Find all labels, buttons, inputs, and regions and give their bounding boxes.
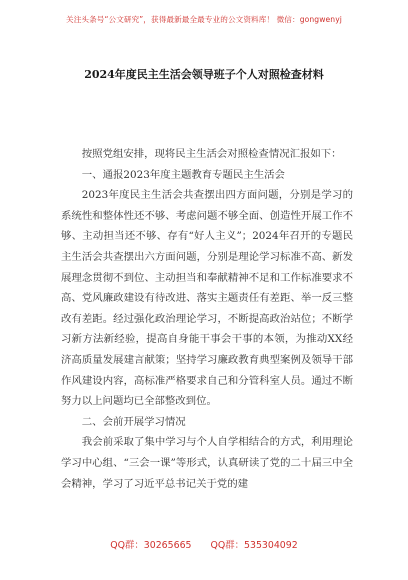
section-heading-1: 一、通报2023年度主题教育专题民主生活会	[81, 168, 285, 181]
header-promo-note: 关注头条号“公文研究”，获得最新最全最专业的公文资料库！ 微信：gongwenyj	[66, 15, 342, 24]
body-paragraph-section2: 我会前采取了集中学习与个人自学相结合的方式，利用理论学习中心组、“三会一课”等形式，认真研读了党的二十届三中全会精神，学习了习近平总书记关于党的建	[61, 436, 353, 490]
body-paragraph-intro: 按照党组安排，现将民主生活会对照检查情况汇报如下：	[81, 148, 342, 160]
body-paragraph-section1: 2023年度民主生活会共查摆出四方面问题，分别是学习的系统性和整体性还不够、考虑问题不够全面、创造性开展工作不够、主动担当还不够、存有“好人主义”；2024年召开的专题民主生活会共查摆出六方面问题，分别是理论学习标准不高、新发展理念贯彻不到位、主动担当和奉献精神不足和工作标准要求不高、党风廉政建设有待改进、落实主题责任有差距、举一反三整改有差距。经过强化政治理论学习，不断提高政治站位；不断学习新方法新经验，提高自身能干事会干事的本领，为推动XX经济高质量发展建言献策；坚持学习廉政教育典型案例及领导干部作风建设内容，高标准严格要求自己和分管科室人员。通过不断努力以上问题均已全部整改到位。	[61, 189, 353, 408]
footer-qq-group-2: QQ群：535304092	[210, 540, 298, 551]
section-heading-2: 二、会前开展学习情况	[81, 415, 186, 428]
document-body	[61, 144, 353, 494]
footer-contact	[0, 537, 408, 551]
document-title: 2024年度民主生活会领导班子个人对照检查材料	[84, 68, 324, 81]
footer-qq-group-1: QQ群：30265665	[110, 540, 192, 551]
